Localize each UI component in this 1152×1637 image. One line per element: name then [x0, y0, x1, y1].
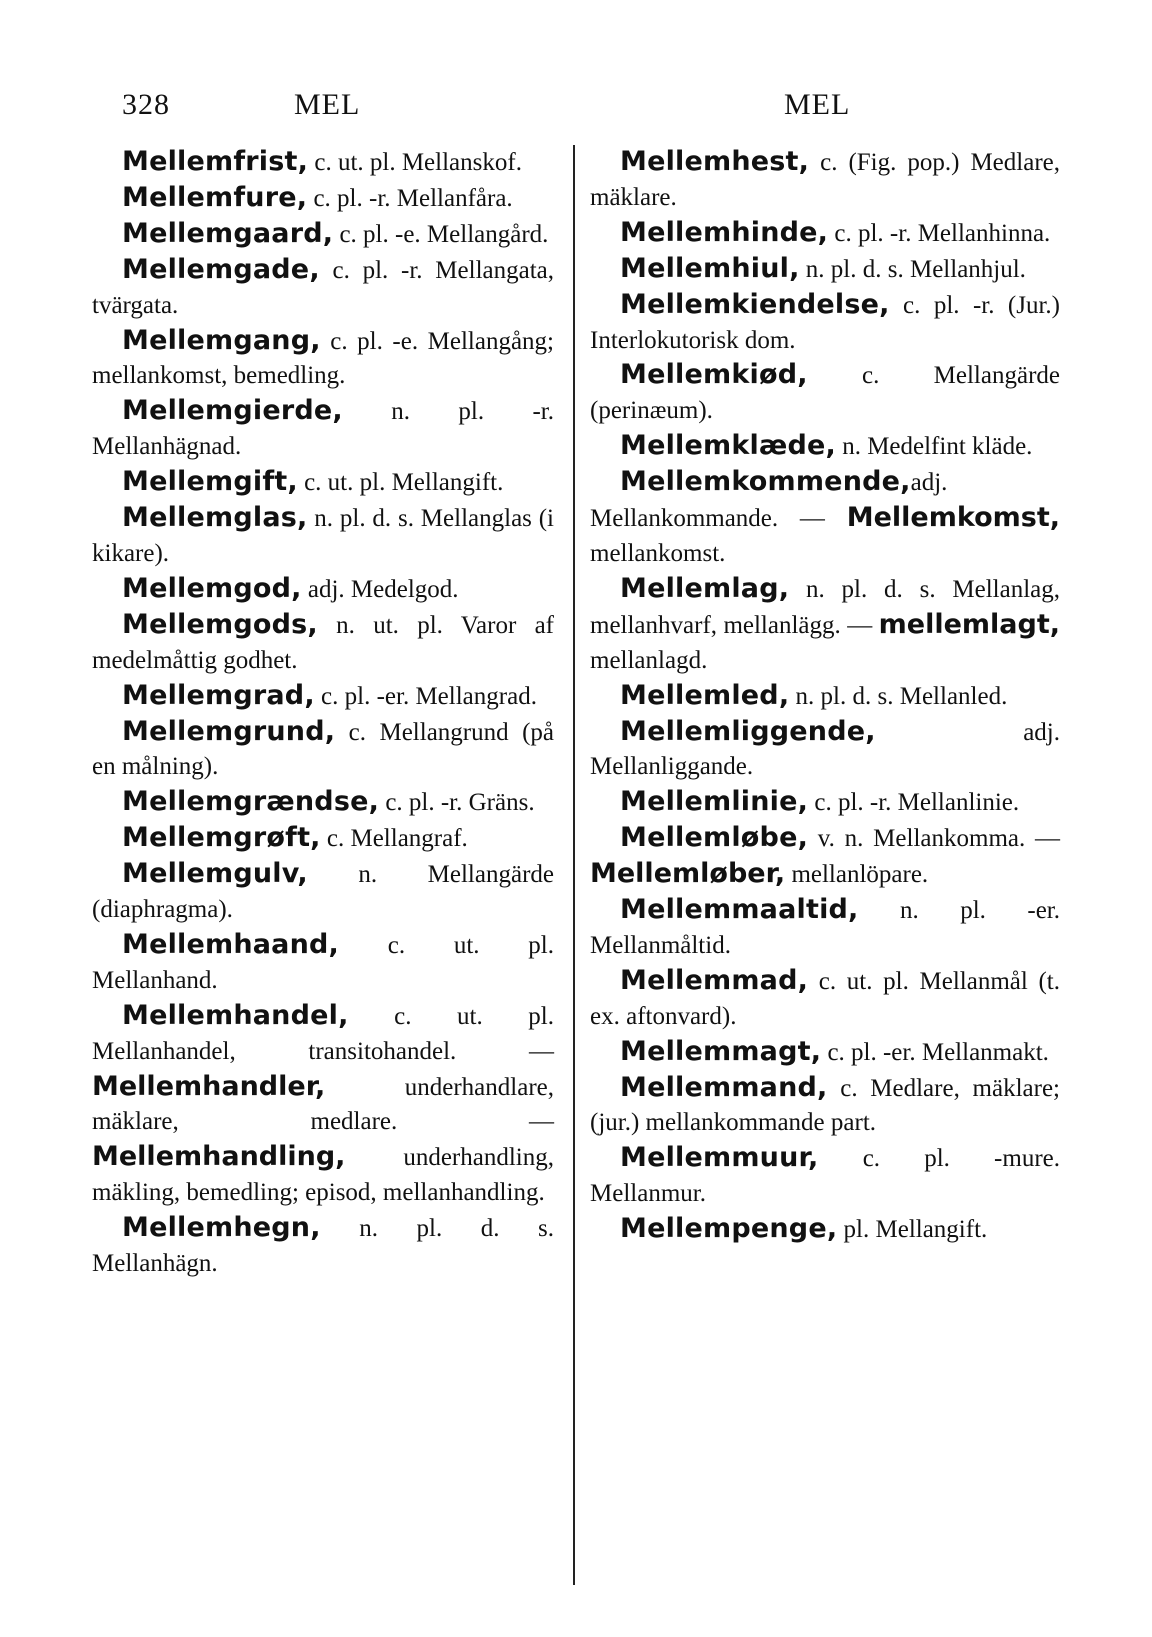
entry-definition: c. ut. pl. Mellanmål (t. ex. aftonvard). [590, 967, 1060, 1030]
entry-headword: Mellemløbe, [620, 822, 809, 854]
entry-headword: Mellemgrøft, [122, 822, 321, 854]
entry-headword: Mellemfure, [122, 181, 308, 213]
entry-sub-definition: mellanlagd. [590, 646, 708, 674]
right-column [590, 145, 1060, 1248]
dictionary-entry [92, 999, 554, 1211]
entry-sub-headword: Mellemhandling, [92, 1141, 346, 1173]
dictionary-entry [590, 572, 1060, 679]
entry-headword: Mellemgierde, [122, 395, 343, 427]
entry-headword: Mellemliggende, [620, 715, 876, 747]
entry-definition: n. Mellangärde (diaphragma). [92, 861, 554, 924]
entry-definition: n. pl. -r. Mellanhägnad. [92, 398, 554, 461]
entry-sub-headword: mellemlagt, [878, 608, 1060, 640]
entry-definition: n. ut. pl. Varor af medelmåttig godhet. [92, 611, 554, 674]
entry-headword: Mellemhest, [620, 146, 810, 177]
entry-definition: c. pl. -r. Gräns. [379, 789, 535, 817]
entry-headword: Mellemhiul, [620, 252, 800, 284]
entry-headword: Mellemgulv, [122, 858, 308, 890]
dictionary-entry [92, 928, 554, 999]
dictionary-entry [92, 253, 554, 324]
entry-definition: c. pl. -er. Mellanmakt. [821, 1038, 1049, 1066]
dictionary-entry [92, 715, 554, 786]
entry-definition: c. pl. -e. Mellangång; mellankomst, bemedling. [92, 327, 554, 390]
dictionary-entry [590, 145, 1060, 216]
entry-definition: c. ut. pl. Mellanhandel, transitohandel. — [92, 1002, 554, 1065]
dictionary-entry [590, 1212, 1060, 1248]
entry-definition: c. pl. -r. Mellanfåra. [307, 184, 513, 212]
entry-sub-headword: Mellemhandler, [92, 1070, 326, 1102]
entry-sub-definition: mellanlöpare. [785, 861, 929, 889]
left-guide-word: MEL [294, 88, 361, 121]
dictionary-entry [92, 217, 554, 253]
entry-headword: Mellemkiød, [620, 359, 808, 391]
entry-definition: n. Medelfint kläde. [835, 433, 1033, 461]
entry-sub-definition: mellankomst. [590, 539, 726, 567]
dictionary-entry [92, 1211, 554, 1282]
entry-definition: c. ut. pl. Mellanhand. [92, 931, 554, 994]
entry-headword: Mellemfrist, [122, 146, 309, 177]
left-column [92, 145, 554, 1282]
entry-headword: Mellemmand, [620, 1071, 828, 1103]
dictionary-entry [590, 429, 1060, 465]
dictionary-entry [92, 394, 554, 465]
entry-headword: Mellemgift, [122, 466, 298, 498]
dictionary-entry [590, 358, 1060, 429]
entry-headword: Mellemkiendelse, [620, 288, 890, 320]
entry-definition: c. ut. pl. Mellanskof. [308, 149, 522, 176]
entry-headword: Mellemklæde, [620, 430, 836, 462]
dictionary-entry [92, 679, 554, 715]
entry-headword: Mellemglas, [122, 502, 308, 534]
entry-definition: c. pl. -r. Mellangata, tvärgata. [92, 256, 554, 319]
column-divider [573, 145, 575, 1585]
dictionary-entry [590, 465, 1060, 572]
entry-sub-headword: Mellemkomst, [846, 502, 1060, 534]
page-number: 328 [122, 88, 170, 121]
entry-definition: adj. Medelgod. [301, 575, 459, 603]
dictionary-entry [92, 145, 554, 181]
entry-headword: Mellemgang, [122, 324, 321, 356]
dictionary-entry [92, 785, 554, 821]
entry-headword: Mellemhaand, [122, 928, 340, 960]
entry-headword: Mellemhandel, [122, 999, 349, 1031]
entry-headword: Mellemmagt, [620, 1035, 822, 1067]
entry-sub-definition: underhandlare, mäklare, medlare. — [92, 1073, 554, 1136]
entry-definition: n. pl. d. s. Mellanhjul. [799, 255, 1026, 283]
entry-definition: n. pl. d. s. Mellanled. [789, 682, 1008, 710]
right-guide-word: MEL [784, 88, 851, 121]
entry-sub-definition: underhandling, mäkling, bemedling; episod, mellanhandling. [92, 1144, 554, 1207]
entry-definition: pl. Mellangift. [837, 1216, 988, 1244]
dictionary-entry [590, 1035, 1060, 1071]
dictionary-entry [590, 1141, 1060, 1212]
entry-headword: Mellemgaard, [122, 217, 334, 249]
entry-headword: Mellemgade, [122, 253, 320, 285]
entry-definition: n. pl. d. s. Mellanglas (i kikare). [92, 505, 554, 567]
dictionary-entry [590, 964, 1060, 1035]
entry-definition: c. pl. -mure. Mellanmur. [590, 1145, 1060, 1208]
entry-definition: n. pl. d. s. Mellanhägn. [92, 1215, 554, 1278]
entry-headword: Mellemhinde, [620, 216, 829, 248]
dictionary-entry [92, 501, 554, 572]
dictionary-entry [92, 572, 554, 608]
entry-definition: c. Mellangraf. [320, 825, 468, 853]
dictionary-entry [590, 252, 1060, 288]
dictionary-entry [92, 821, 554, 857]
entry-definition: c. pl. -er. Mellangrad. [314, 682, 537, 710]
entry-headword: Mellemled, [620, 679, 790, 711]
dictionary-entry [590, 785, 1060, 821]
entry-headword: Mellemmad, [620, 964, 809, 996]
dictionary-entry [92, 608, 554, 679]
entry-headword: Mellemgrund, [122, 715, 336, 747]
entry-definition: adj. Mellanliggande. [590, 718, 1060, 781]
running-head [122, 88, 1062, 128]
entry-headword: Mellemmaaltid, [620, 894, 859, 926]
entry-headword: Mellemlag, [620, 572, 790, 604]
entry-definition: c. ut. pl. Mellangift. [297, 469, 504, 497]
dictionary-entry [92, 181, 554, 217]
entry-definition: c. pl. -r. Mellanhinna. [828, 219, 1051, 247]
entry-definition: c. Mellangrund (på en målning). [92, 718, 554, 781]
dictionary-entry [92, 465, 554, 501]
dictionary-entry [590, 288, 1060, 359]
entry-headword: Mellemlinie, [620, 786, 809, 818]
dictionary-entry [92, 857, 554, 928]
entry-definition: v. n. Mellankomma. — [808, 825, 1060, 853]
entry-definition: c. pl. -e. Mellangård. [333, 220, 549, 248]
entry-headword: Mellemhegn, [122, 1212, 321, 1244]
entry-sub-headword: Mellemløber, [590, 858, 786, 890]
dictionary-entry [92, 324, 554, 395]
dictionary-entry [590, 1071, 1060, 1142]
dictionary-entry [590, 821, 1060, 893]
entry-definition: c. (Fig. pop.) Medlare, mäklare. [590, 149, 1060, 211]
entry-headword: Mellemmuur, [620, 1142, 819, 1174]
entry-headword: Mellemgods, [122, 608, 318, 640]
entry-headword: Mellemgrændse, [122, 786, 380, 818]
entry-definition: c. pl. -r. (Jur.) Interlokutorisk dom. [590, 291, 1060, 354]
dictionary-entry [590, 715, 1060, 786]
dictionary-entry [590, 216, 1060, 252]
entry-headword: Mellemkommende, [620, 466, 911, 498]
entry-definition: c. Medlare, mäklare; (jur.) mellankommande part. [590, 1074, 1060, 1137]
entry-headword: Mellemgod, [122, 572, 302, 604]
entry-headword: Mellempenge, [620, 1213, 838, 1245]
dictionary-entry [590, 679, 1060, 715]
entry-headword: Mellemgrad, [122, 679, 315, 711]
entry-definition: n. pl. -er. Mellanmåltid. [590, 897, 1060, 959]
entry-definition: c. pl. -r. Mellanlinie. [808, 789, 1020, 817]
entry-definition: n. pl. d. s. Mellanlag, mellanhvarf, mellanlägg. — [590, 575, 1060, 639]
entry-definition: adj. Mellankommande. — [590, 469, 948, 533]
dictionary-entry [590, 893, 1060, 964]
entry-definition: c. Mellangärde (perinæum). [590, 362, 1060, 425]
